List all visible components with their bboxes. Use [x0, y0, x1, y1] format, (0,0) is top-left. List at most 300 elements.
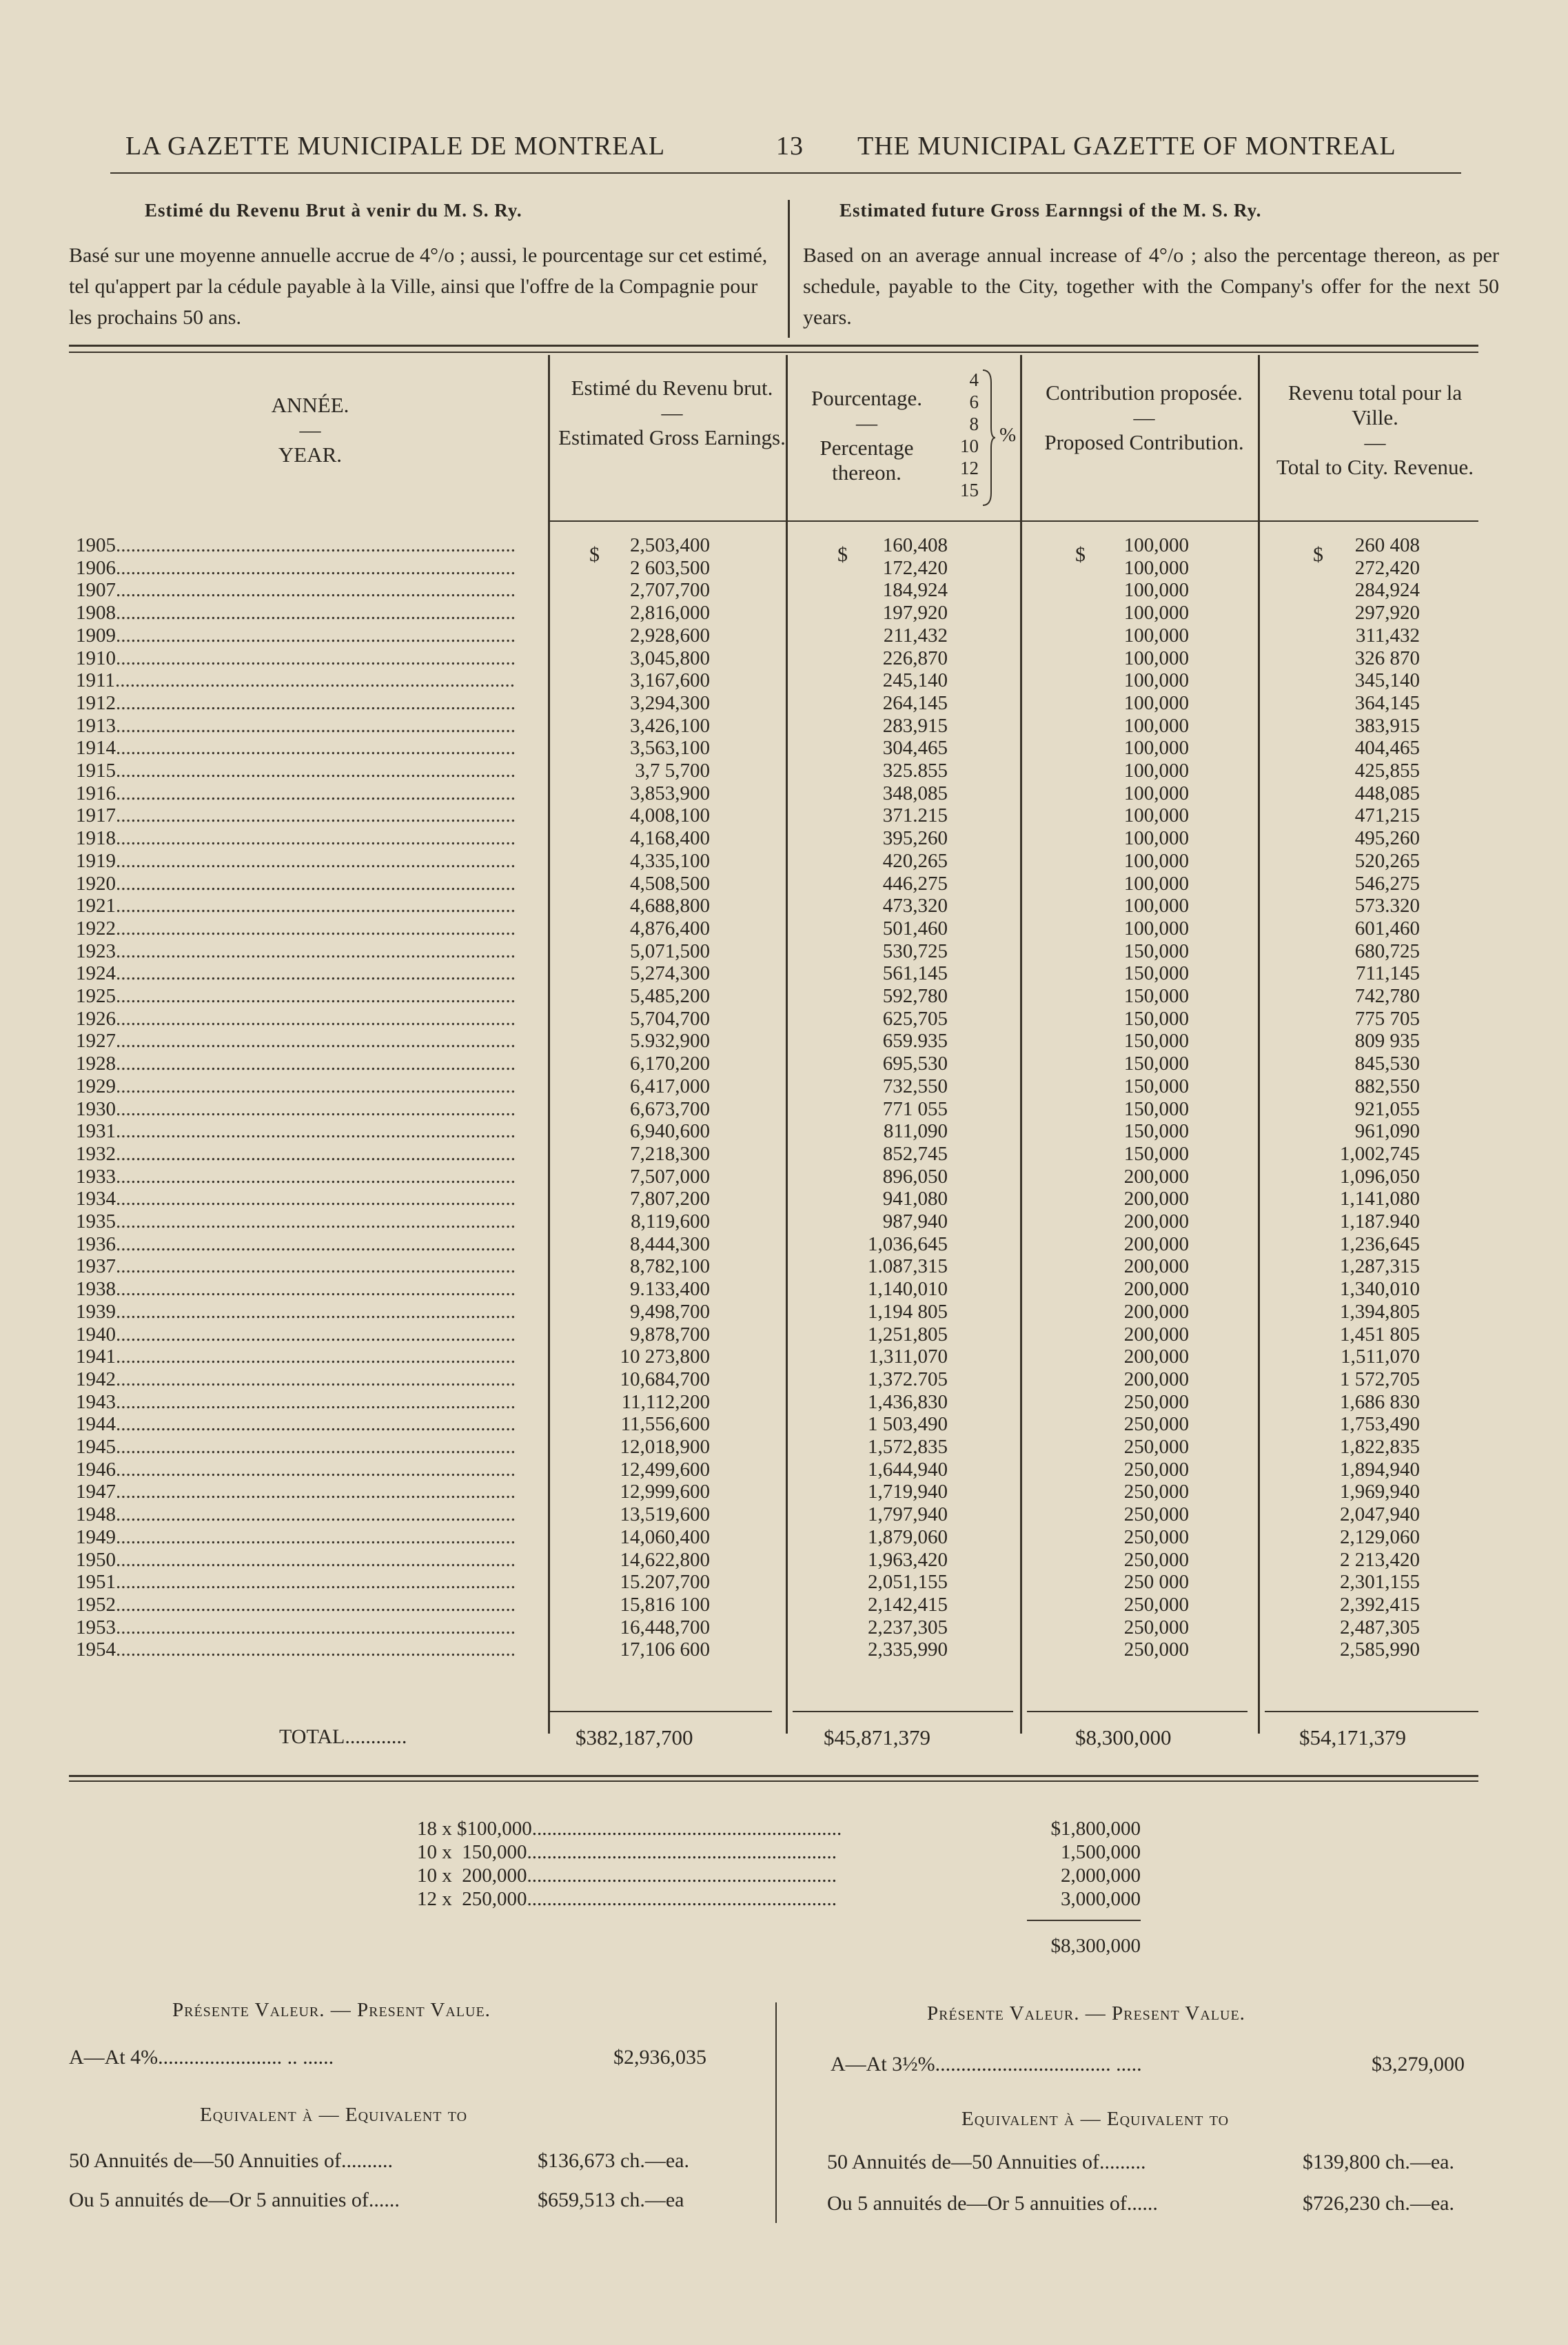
- table-row: [0, 737, 1568, 760]
- pv-right-annuity50: [827, 2151, 1146, 2174]
- calc-expression: [417, 1841, 837, 1864]
- pv-right-annuity50-label: 50 Annuités de—50 Annuities of: [827, 2151, 1099, 2173]
- pv-right-annuity5: [827, 2192, 1158, 2215]
- table-row: [0, 1210, 1568, 1233]
- table-row: [0, 647, 1568, 670]
- table-row: [0, 1346, 1568, 1368]
- header-rule: [110, 172, 1461, 174]
- row-leader-dots: ................................................................................: [116, 647, 516, 669]
- row-percentage: 211,432: [883, 624, 948, 647]
- pv-left-rate: [69, 2046, 334, 2069]
- table-row: [0, 534, 1568, 557]
- pv-left-annuity50-label: 50 Annuités de—50 Annuities of: [69, 2149, 341, 2172]
- row-leader-dots: ................................................................................: [116, 1346, 516, 1368]
- pct-brace: [981, 369, 995, 507]
- row-leader-dots: ................................................................................: [116, 1436, 516, 1458]
- pct-scale-3: 10: [960, 436, 979, 456]
- row-contribution: 200,000: [1123, 1188, 1189, 1210]
- table-row: [0, 1526, 1568, 1549]
- table-bottom-rule: [69, 1775, 1478, 1777]
- row-contribution: 100,000: [1123, 849, 1189, 872]
- row-year-text: 1921: [76, 895, 116, 917]
- row-total: 2,047,940: [1340, 1503, 1420, 1526]
- total-total: $54,171,379: [1299, 1725, 1406, 1749]
- row-year-text: 1922: [76, 917, 116, 940]
- row-year: [76, 850, 531, 873]
- row-year: [76, 1255, 531, 1278]
- intro-french-title: Estimé du Revenu Brut à venir du M. S. Ry.: [145, 200, 522, 221]
- calc-expression-text: 18 x $100,000: [417, 1818, 532, 1840]
- row-year-text: 1927: [76, 1030, 116, 1053]
- table-row: [0, 1008, 1568, 1031]
- row-total: 1 572,705: [1340, 1368, 1420, 1390]
- calc-expression-text: 10 x 150,000: [417, 1841, 527, 1863]
- pv-right-rate: [831, 2053, 1142, 2076]
- row-leader-dots: ................................................................................: [116, 1458, 516, 1481]
- row-gross: 17,106 600: [620, 1638, 710, 1661]
- total-label-dots: ............: [345, 1725, 407, 1748]
- row-contribution: 200,000: [1123, 1368, 1189, 1390]
- row-contribution: 250,000: [1123, 1481, 1189, 1503]
- row-year-text: 1923: [76, 940, 116, 962]
- table-row: [0, 917, 1568, 940]
- row-contribution: 100,000: [1123, 669, 1189, 692]
- row-year-text: 1944: [76, 1413, 116, 1436]
- row-total: 546,275: [1354, 872, 1420, 895]
- row-leader-dots: ................................................................................: [116, 534, 516, 556]
- row-year: [76, 692, 531, 715]
- row-year: [76, 737, 531, 760]
- pv-equiv-left: Equivalent à — Equivalent to: [200, 2104, 468, 2126]
- table-row: [0, 1278, 1568, 1301]
- table-row: [0, 625, 1568, 647]
- currency-contrib: $: [1075, 543, 1086, 566]
- row-percentage: 592,780: [882, 985, 948, 1007]
- pct-scale-4: 12: [960, 458, 979, 478]
- row-leader-dots: ................................................................................: [116, 691, 516, 714]
- table-row: [0, 715, 1568, 738]
- table-row: [0, 1368, 1568, 1391]
- intro-english-text: Based on an average annual increase of 4°/o ; also the percentage thereon, as per schedule, payable to the City, together with the Company's offer for the next 50 years.: [803, 244, 1499, 329]
- col-pct-head: [789, 386, 944, 485]
- row-gross: 10,684,700: [620, 1368, 710, 1390]
- row-percentage: 184,924: [882, 579, 948, 602]
- col-total-dash: —: [1364, 430, 1386, 454]
- row-year: [76, 1594, 531, 1616]
- row-total: 1,394,805: [1340, 1300, 1420, 1323]
- row-year-text: 1948: [76, 1503, 116, 1526]
- header-french-title: LA GAZETTE MUNICIPALE DE MONTREAL: [125, 132, 666, 161]
- row-year-text: 1946: [76, 1458, 116, 1481]
- pct-scale-5: 15: [960, 480, 979, 500]
- table-row: [0, 1075, 1568, 1098]
- row-contribution: 150,000: [1123, 1097, 1189, 1120]
- row-year-text: 1938: [76, 1278, 116, 1301]
- row-total: 284,924: [1354, 579, 1420, 602]
- row-contribution: 200,000: [1123, 1323, 1189, 1346]
- row-year-text: 1949: [76, 1525, 116, 1548]
- row-gross: 2 603,500: [630, 556, 710, 579]
- row-total: 1,686 830: [1340, 1390, 1420, 1413]
- row-gross: 4,008,100: [630, 804, 710, 827]
- table-row: [0, 962, 1568, 985]
- pv-right-annuity5-label: Ou 5 annuités de—Or 5 annuities of: [827, 2192, 1127, 2215]
- row-year: [76, 1030, 531, 1053]
- table-row: [0, 895, 1568, 917]
- col-contrib-head: [1034, 380, 1254, 455]
- calc-leader-dots: ..............................................................: [527, 1841, 837, 1863]
- row-percentage: 245,140: [882, 669, 948, 692]
- col-year-head: [207, 393, 414, 467]
- row-total: 1,511,070: [1341, 1346, 1420, 1368]
- row-total: 272,420: [1354, 556, 1420, 579]
- page-number: 13: [776, 132, 804, 161]
- row-total: 711,145: [1355, 962, 1420, 985]
- row-leader-dots: ................................................................................: [116, 1142, 516, 1165]
- table-row: [0, 940, 1568, 963]
- row-contribution: 150,000: [1123, 962, 1189, 985]
- row-year-text: 1951: [76, 1571, 116, 1594]
- row-percentage: 896,050: [882, 1165, 948, 1188]
- row-contribution: 250,000: [1123, 1503, 1189, 1526]
- row-total: 345,140: [1354, 669, 1420, 692]
- pre-total-rule-2: [793, 1711, 1013, 1712]
- calc-expression: [417, 1888, 837, 1911]
- row-leader-dots: ................................................................................: [116, 1097, 516, 1120]
- row-leader-dots: ................................................................................: [116, 1232, 516, 1255]
- table-top-rule-2: [69, 352, 1478, 353]
- row-percentage: 325.855: [882, 760, 948, 782]
- total-pct: $45,871,379: [824, 1725, 930, 1749]
- row-gross: 9,498,700: [630, 1300, 710, 1323]
- row-contribution: 100,000: [1123, 872, 1189, 895]
- table-row: [0, 579, 1568, 602]
- table-row: [0, 1030, 1568, 1053]
- col-total-fr: Revenu total pour la Ville.: [1287, 380, 1463, 429]
- table-row: [0, 1413, 1568, 1436]
- pv-left-annuity5: [69, 2189, 400, 2212]
- row-percentage: 811,090: [883, 1120, 948, 1143]
- row-contribution: 200,000: [1123, 1278, 1189, 1301]
- row-gross: 5,071,500: [630, 940, 710, 962]
- pv-right-annuity5-value: $726,230 ch.—ea.: [1303, 2192, 1454, 2215]
- row-gross: 2,707,700: [630, 579, 710, 602]
- col-year-dash: —: [299, 418, 321, 442]
- row-total: 425,855: [1354, 760, 1420, 782]
- row-leader-dots: ................................................................................: [116, 1300, 516, 1323]
- row-year-text: 1943: [76, 1390, 116, 1413]
- row-leader-dots: ................................................................................: [116, 760, 516, 782]
- col-pct-fr: Pourcentage.: [811, 386, 922, 410]
- row-percentage: 1,194 805: [868, 1300, 948, 1323]
- intro-french-text: Basé sur une moyenne annuelle accrue de 4°/o ; aussi, le pourcentage sur cet estimé, tel qu'appert par la cédule payable à la Ville, ainsi que l'offre de la Compagnie pour les prochains 50 ans.: [69, 244, 768, 329]
- row-contribution: 250,000: [1123, 1638, 1189, 1661]
- table-bottom-rule-2: [69, 1780, 1478, 1782]
- row-gross: 14,622,800: [620, 1548, 710, 1571]
- row-leader-dots: ................................................................................: [116, 1525, 516, 1548]
- row-year-text: 1907: [76, 579, 116, 602]
- row-leader-dots: ................................................................................: [116, 602, 516, 625]
- row-gross: 4,508,500: [630, 872, 710, 895]
- row-percentage: 561,145: [882, 962, 948, 985]
- pct-scale-2: 8: [969, 414, 979, 434]
- table-row: [0, 1638, 1568, 1661]
- row-gross: 5.932,900: [630, 1030, 710, 1053]
- row-percentage: 2,237,305: [868, 1616, 948, 1638]
- row-year-text: 1929: [76, 1075, 116, 1097]
- row-total: 495,260: [1354, 827, 1420, 850]
- row-total: 383,915: [1354, 714, 1420, 737]
- table-row: [0, 850, 1568, 873]
- row-gross: 5,704,700: [630, 1007, 710, 1030]
- table-row: [0, 1481, 1568, 1503]
- col-year-en: YEAR.: [278, 443, 343, 467]
- row-year-text: 1935: [76, 1210, 116, 1232]
- row-percentage: 1,644,940: [868, 1458, 948, 1481]
- row-contribution: 150,000: [1123, 1053, 1189, 1075]
- row-leader-dots: ................................................................................: [116, 714, 516, 737]
- row-leader-dots: ................................................................................: [116, 1638, 516, 1661]
- row-leader-dots: ................................................................................: [116, 1481, 516, 1503]
- row-percentage: 852,745: [882, 1142, 948, 1165]
- row-leader-dots: ................................................................................: [116, 849, 516, 872]
- row-gross: 12,999,600: [620, 1481, 710, 1503]
- row-year: [76, 1008, 531, 1031]
- row-percentage: 1,879,060: [868, 1525, 948, 1548]
- table-row: [0, 602, 1568, 625]
- row-contribution: 100,000: [1123, 579, 1189, 602]
- row-gross: 15.207,700: [620, 1571, 710, 1594]
- row-total: 326 870: [1354, 647, 1420, 669]
- row-year-text: 1937: [76, 1255, 116, 1278]
- table-top-rule: [69, 345, 1478, 347]
- row-percentage: 625,705: [882, 1007, 948, 1030]
- row-percentage: 695,530: [882, 1053, 948, 1075]
- row-gross: 14,060,400: [620, 1525, 710, 1548]
- row-year-text: 1920: [76, 872, 116, 895]
- col-year-fr: ANNÉE.: [271, 393, 349, 417]
- row-total: 1,894,940: [1340, 1458, 1420, 1481]
- row-gross: 3,426,100: [630, 714, 710, 737]
- row-year-text: 1936: [76, 1232, 116, 1255]
- col-contrib-dash: —: [1133, 405, 1155, 429]
- pv-left-rate-value: $2,936,035: [613, 2046, 706, 2069]
- row-year-text: 1954: [76, 1638, 116, 1661]
- row-year-text: 1914: [76, 737, 116, 760]
- row-contribution: 150,000: [1123, 1142, 1189, 1165]
- row-gross: 8,444,300: [630, 1232, 710, 1255]
- row-gross: 3,294,300: [630, 691, 710, 714]
- row-year-text: 1912: [76, 691, 116, 714]
- row-total: 311,432: [1355, 624, 1420, 647]
- row-gross: 11,556,600: [620, 1413, 710, 1436]
- row-contribution: 250 000: [1123, 1571, 1189, 1594]
- row-total: 1,753,490: [1340, 1413, 1420, 1436]
- row-percentage: 1,311,070: [868, 1346, 948, 1368]
- row-year-text: 1950: [76, 1548, 116, 1571]
- row-contribution: 150,000: [1123, 985, 1189, 1007]
- row-year: [76, 804, 531, 827]
- table-row: [0, 1459, 1568, 1481]
- row-year: [76, 1549, 531, 1572]
- row-leader-dots: ................................................................................: [116, 556, 516, 579]
- row-leader-dots: ................................................................................: [116, 1075, 516, 1097]
- row-year: [76, 669, 531, 692]
- row-year: [76, 940, 531, 963]
- row-percentage: 941,080: [882, 1188, 948, 1210]
- row-year-text: 1924: [76, 962, 116, 985]
- row-year-text: 1908: [76, 602, 116, 625]
- row-year: [76, 1616, 531, 1639]
- pv-right-rate-label: A—At 3½%: [831, 2053, 935, 2075]
- calc-leader-dots: ..............................................................: [527, 1865, 837, 1887]
- row-gross: 9.133,400: [630, 1278, 710, 1301]
- table-row: [0, 985, 1568, 1008]
- row-year: [76, 1459, 531, 1481]
- table-row: [0, 669, 1568, 692]
- total-label: [279, 1725, 407, 1749]
- row-total: 680,725: [1354, 940, 1420, 962]
- row-year: [76, 1120, 531, 1143]
- calc-leader-dots: ..............................................................: [527, 1888, 837, 1910]
- pv-left-rate-label: A—At 4%: [69, 2046, 159, 2069]
- row-leader-dots: ................................................................................: [116, 1053, 516, 1075]
- currency-pct: $: [837, 543, 848, 566]
- row-contribution: 150,000: [1123, 1007, 1189, 1030]
- row-leader-dots: ................................................................................: [116, 1007, 516, 1030]
- row-year: [76, 1053, 531, 1075]
- row-leader-dots: ................................................................................: [116, 1165, 516, 1188]
- row-year: [76, 1526, 531, 1549]
- row-total: 1,236,645: [1340, 1232, 1420, 1255]
- pct-sign: %: [999, 424, 1017, 446]
- row-percentage: 226,870: [882, 647, 948, 669]
- row-total: 2,585,990: [1340, 1638, 1420, 1661]
- pv-right-annuity50-value: $139,800 ch.—ea.: [1303, 2151, 1454, 2173]
- row-year: [76, 1391, 531, 1414]
- table-row: [0, 827, 1568, 850]
- row-leader-dots: ................................................................................: [116, 624, 516, 647]
- row-gross: 10 273,800: [620, 1346, 710, 1368]
- total-label-text: TOTAL: [279, 1725, 345, 1748]
- col-gross-fr: Estimé du Revenu brut.: [571, 376, 773, 400]
- row-leader-dots: ................................................................................: [116, 1390, 516, 1413]
- row-year: [76, 1323, 531, 1346]
- row-total: 809 935: [1354, 1030, 1420, 1053]
- row-contribution: 100,000: [1123, 691, 1189, 714]
- row-percentage: 1,797,940: [868, 1503, 948, 1526]
- row-contribution: 100,000: [1123, 737, 1189, 760]
- row-leader-dots: ................................................................................: [116, 962, 516, 985]
- row-year-text: 1947: [76, 1481, 116, 1503]
- row-total: 601,460: [1354, 917, 1420, 940]
- row-gross: 2,816,000: [630, 602, 710, 625]
- row-year-text: 1918: [76, 827, 116, 850]
- row-contribution: 150,000: [1123, 1120, 1189, 1143]
- row-total: 1,287,315: [1340, 1255, 1420, 1278]
- table-row: [0, 1323, 1568, 1346]
- row-contribution: 250,000: [1123, 1616, 1189, 1638]
- row-year: [76, 873, 531, 895]
- row-year: [76, 557, 531, 580]
- row-gross: 6,417,000: [630, 1075, 710, 1097]
- currency-gross: $: [589, 543, 600, 566]
- row-percentage: 732,550: [882, 1075, 948, 1097]
- row-contribution: 250,000: [1123, 1436, 1189, 1458]
- table-row: [0, 1098, 1568, 1121]
- row-percentage: 2,051,155: [868, 1571, 948, 1594]
- pct-scale: [944, 369, 979, 501]
- table-row: [0, 1571, 1568, 1594]
- row-year: [76, 760, 531, 782]
- row-percentage: 371.215: [882, 804, 948, 827]
- row-contribution: 100,000: [1123, 804, 1189, 827]
- row-percentage: 395,260: [882, 827, 948, 850]
- row-year-text: 1906: [76, 556, 116, 579]
- pv-divider: [775, 2002, 777, 2223]
- row-year-text: 1952: [76, 1593, 116, 1616]
- row-total: 1,822,835: [1340, 1436, 1420, 1458]
- pv-right-rate-dots: .................................. .....: [935, 2053, 1142, 2075]
- row-total: 1,141,080: [1340, 1188, 1420, 1210]
- row-leader-dots: ................................................................................: [116, 1255, 516, 1278]
- row-contribution: 200,000: [1123, 1210, 1189, 1232]
- row-leader-dots: ................................................................................: [116, 1616, 516, 1638]
- row-year-text: 1928: [76, 1053, 116, 1075]
- pv-right-annuity50-dots: .........: [1099, 2151, 1146, 2173]
- row-year: [76, 534, 531, 557]
- row-gross: 5,485,200: [630, 985, 710, 1007]
- head-bottom-rule: [548, 520, 1478, 522]
- row-leader-dots: ................................................................................: [116, 1120, 516, 1143]
- calc-expression-text: 10 x 200,000: [417, 1865, 527, 1887]
- row-year: [76, 962, 531, 985]
- row-leader-dots: ................................................................................: [116, 579, 516, 602]
- row-year-text: 1953: [76, 1616, 116, 1638]
- row-leader-dots: ................................................................................: [116, 895, 516, 917]
- row-total: 921,055: [1354, 1097, 1420, 1120]
- row-percentage: 2,335,990: [868, 1638, 948, 1661]
- row-leader-dots: ................................................................................: [114, 669, 515, 692]
- row-contribution: 200,000: [1123, 1232, 1189, 1255]
- col-contrib-en: Proposed Contribution.: [1044, 430, 1244, 454]
- row-contribution: 100,000: [1123, 647, 1189, 669]
- row-contribution: 250,000: [1123, 1593, 1189, 1616]
- table-row: [0, 1053, 1568, 1075]
- row-contribution: 100,000: [1123, 624, 1189, 647]
- row-gross: 6,170,200: [630, 1053, 710, 1075]
- col-gross-en: Estimated Gross Earnings.: [558, 425, 786, 449]
- row-year: [76, 917, 531, 940]
- row-year-text: 1941: [76, 1346, 116, 1368]
- calc-expression-text: 12 x 250,000: [417, 1888, 527, 1910]
- row-year: [76, 1166, 531, 1188]
- row-percentage: 197,920: [882, 602, 948, 625]
- row-gross: 7,218,300: [630, 1142, 710, 1165]
- row-year-text: 1931: [76, 1120, 116, 1143]
- row-year: [76, 1503, 531, 1526]
- row-contribution: 150,000: [1123, 940, 1189, 962]
- calc-value: 1,500,000: [1061, 1841, 1141, 1863]
- row-total: 260 408: [1354, 534, 1420, 556]
- row-gross: 16,448,700: [620, 1616, 710, 1638]
- row-percentage: 659.935: [882, 1030, 948, 1053]
- table-row: [0, 1255, 1568, 1278]
- calc-expression: [417, 1818, 842, 1840]
- row-total: 845,530: [1354, 1053, 1420, 1075]
- row-percentage: 420,265: [882, 849, 948, 872]
- row-year: [76, 1436, 531, 1459]
